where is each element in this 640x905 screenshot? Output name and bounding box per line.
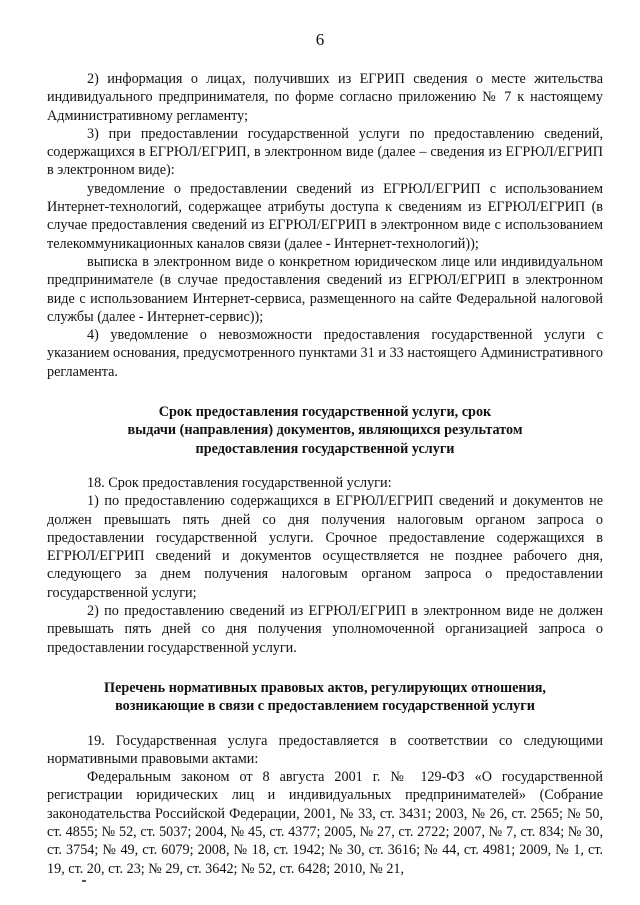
section-heading-term-line-3: предоставления государственной услуги [195,440,455,457]
paragraph-federal-law: Федеральным законом от 8 августа 2001 г. № 129-ФЗ «О государственной регистрации юридических лиц и индивидуальных предпринимателей» (Собрание законодательства Российской Федерации, 2001, № 33, ст. 3431; 2003, № 26, ст. 2565; № 50, ст. 4855; № 52, ст. 5037; 2004, № 45, ст. 4377; 2005, № 27, ст. 2722; 2007, № 7, ст. 834; № 30, ст. 3754; № 49, ст. 6079; 2008, № 18, ст. 1942; № 30, ст. 3616; № 44, ст. 4981; 2009, № 1, ст. 19, ст. 20, ст. 23; № 29, ст. 3642; № 52, ст. 6428; 2010, № 21, [47,769,603,877]
page-number: 6 [315,30,325,49]
section-heading-term-line-2: выдачи (направления) документов, являющихся результатом [127,422,523,439]
section-heading-acts-line-1: Перечень нормативных правовых актов, регулирующих отношения, [104,679,546,696]
scan-mark [82,880,86,882]
paragraph-item-4-refusal: 4) уведомление о невозможности предоставления государственной услуги с указанием основания, предусмотренного пунктами 31 и 33 настоящего Административного регламента. [47,327,603,380]
paragraph-notification: уведомление о предоставлении сведений из ЕГРЮЛ/ЕГРИП с использованием Интернет-технологий, содержащее атрибуты доступа к сведениям из ЕГРЮЛ/ЕГРИП (в случае предоставления сведений из ЕГРЮЛ/ЕГРИП в электронном виде с использованием телекоммуникационных каналов связи (далее - Интернет-технологий)); [47,180,603,252]
paragraph-19: 19. Государственная услуга предоставляется в соответствии со следующими нормативными правовыми актами: [47,732,603,767]
paragraph-extract: выписка в электронном виде о конкретном юридическом лице или индивидуальном предпринимателе (в случае предоставления сведений из ЕГРЮЛ/ЕГРИП в электронном виде с использованием Интернет-сервиса, размещенного на сайте Федеральной налоговой службы (далее - Интернет-сервис)); [47,253,603,325]
section-heading-term-line-1: Срок предоставления государственной услуги, срок [158,404,492,421]
section-heading-acts-line-2: возникающие в связи с предоставлением государственной услуги [115,698,535,715]
paragraph-18-2: 2) по предоставлению сведений из ЕГРЮЛ/ЕГРИП в электронном виде не должен превышать пять дней со дня получения уполномоченной организацией запроса о предоставлении государственной услуги. [47,603,603,656]
paragraph-item-3-electronic: 3) при предоставлении государственной услуги по предоставлению сведений, содержащихся в ЕГРЮЛ/ЕГРИП, в электронном виде (далее – сведения из ЕГРЮЛ/ЕГРИП в электронном виде): [47,125,603,179]
paragraph-18-1: 1) по предоставлению содержащихся в ЕГРЮЛ/ЕГРИП сведений и документов не должен превышать пять дней со дня получения налоговым органом запроса о предоставлении государственной услуги. Срочное предоставление содержащихся в ЕГРЮЛ/ЕГРИП сведений и документов осуществляется не позднее рабочего дня, следующего за днем получения налоговым органом запроса о предоставлении государственной услуги; [47,493,603,601]
paragraph-18: 18. Срок предоставления государственной услуги: [87,474,392,491]
page-content [47,70,603,878]
paragraph-item-2-info-persons: 2) информация о лицах, получивших из ЕГРИП сведения о месте жительства индивидуального предпринимателя, по форме согласно приложению № 7 к настоящему Административному регламенту; [47,71,603,124]
